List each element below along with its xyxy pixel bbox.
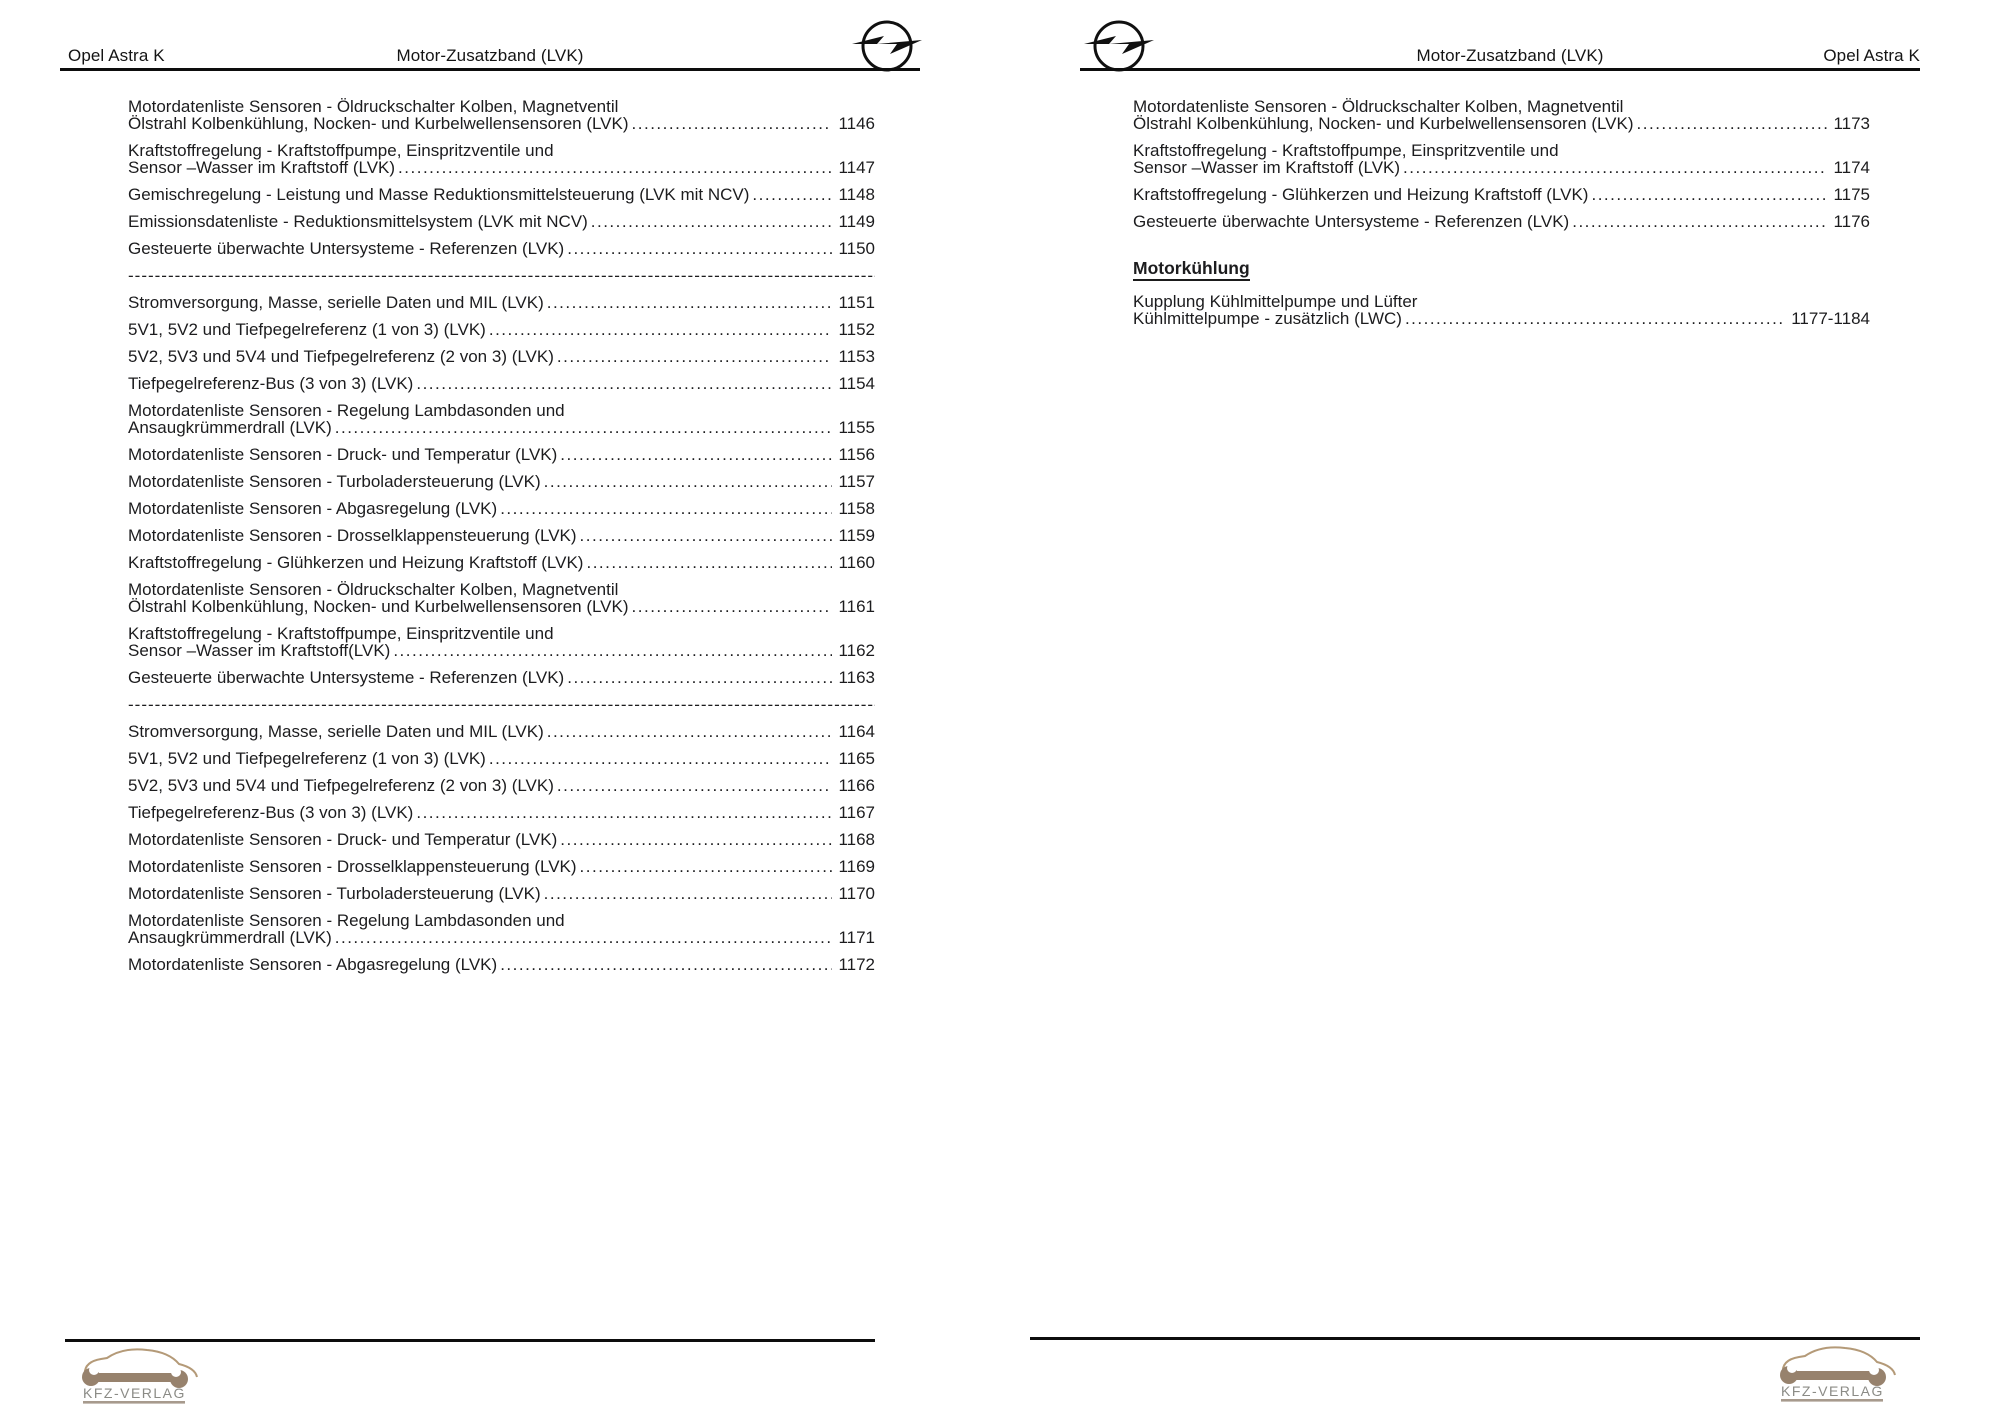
kfz-verlag-car-wrench-icon xyxy=(75,1344,213,1406)
toc-entry xyxy=(128,581,875,615)
toc-right xyxy=(1080,71,1940,327)
toc-entry xyxy=(128,956,875,973)
toc-entry-title: Motordatenliste Sensoren - Turboladersteuerung (LVK) xyxy=(128,884,541,903)
publisher-logo xyxy=(1773,1342,1911,1409)
toc-entry-title: Stromversorgung, Masse, serielle Daten und MIL (LVK) xyxy=(128,722,544,741)
section-heading-label: Motorkühlung xyxy=(1133,260,1250,281)
toc-page-number: 1172 xyxy=(838,955,875,974)
toc-entry-line: Kraftstoffregelung - Kraftstoffpumpe, Einspritzventile und xyxy=(128,141,554,160)
toc-entry-lastline xyxy=(128,348,875,365)
dot-leader xyxy=(500,956,832,973)
toc-entry-title: 5V1, 5V2 und Tiefpegelreferenz (1 von 3) (LVK) xyxy=(128,320,486,339)
toc-entry xyxy=(128,240,875,257)
toc-entry xyxy=(128,777,875,794)
toc-entry-title: Emissionsdatenliste - Reduktionsmittelsystem (LVK mit NCV) xyxy=(128,212,588,231)
toc-page-number: 1161 xyxy=(838,597,875,616)
dot-leader xyxy=(335,929,833,946)
page-left xyxy=(60,0,920,983)
toc-page-number: 1159 xyxy=(838,526,875,545)
toc-page-number: 1176 xyxy=(1833,212,1870,231)
dot-leader xyxy=(1572,213,1827,230)
dot-leader xyxy=(544,885,833,902)
toc-entry xyxy=(128,625,875,659)
dot-leader xyxy=(544,473,833,490)
toc-entry-title: Kraftstoffregelung - Glühkerzen und Heizung Kraftstoff (LVK) xyxy=(1133,185,1589,204)
toc-entry-line: Motordatenliste Sensoren - Regelung Lambdasonden und xyxy=(128,401,565,420)
toc-page-number: 1174 xyxy=(1833,158,1870,177)
toc-entry-title: Sensor –Wasser im Kraftstoff(LVK) xyxy=(128,641,391,660)
toc-entry-lastline xyxy=(128,777,875,794)
toc-entry xyxy=(128,213,875,230)
toc-entry-title: 5V2, 5V3 und 5V4 und Tiefpegelreferenz (2 von 3) (LVK) xyxy=(128,347,554,366)
toc-entry-title: Motordatenliste Sensoren - Abgasregelung (LVK) xyxy=(128,499,498,518)
toc-entry-title: Sensor –Wasser im Kraftstoff (LVK) xyxy=(1133,158,1401,177)
dot-leader xyxy=(489,321,833,338)
dot-leader xyxy=(632,115,833,132)
toc-page-number: 1148 xyxy=(838,185,875,204)
toc-entry-title: Motordatenliste Sensoren - Druck- und Temperatur (LVK) xyxy=(128,830,558,849)
toc-entry-title: Motordatenliste Sensoren - Drosselklappensteuerung (LVK) xyxy=(128,857,577,876)
dot-leader xyxy=(393,642,832,659)
toc-entry-line: Motordatenliste Sensoren - Öldruckschalter Kolben, Magnetventil xyxy=(128,97,619,116)
publisher-name: KFZ-VERLAG xyxy=(1781,1383,1884,1399)
section-heading xyxy=(1133,260,1870,281)
toc-entry xyxy=(128,885,875,902)
toc-entry-lastline xyxy=(1133,186,1870,203)
toc-entry-title: Gesteuerte überwachte Untersysteme - Referenzen (LVK) xyxy=(128,668,565,687)
toc-entry xyxy=(1133,186,1870,203)
toc-page-number: 1165 xyxy=(838,749,875,768)
kfz-verlag-car-wrench-icon xyxy=(1773,1342,1911,1404)
publisher-logo xyxy=(75,1344,213,1411)
header-model-label: Opel Astra K xyxy=(1823,46,1920,65)
dot-leader xyxy=(398,159,832,176)
toc-entry-lastline xyxy=(128,186,875,203)
dot-leader xyxy=(335,419,833,436)
toc-entry xyxy=(128,402,875,436)
page-left-header xyxy=(60,0,920,71)
toc-entry xyxy=(128,98,875,132)
toc-entry-line: Kupplung Kühlmittelpumpe und Lüfter xyxy=(1133,292,1418,311)
footer-rule xyxy=(65,1339,875,1342)
toc-entry-lastline xyxy=(128,554,875,571)
toc-entry-lastline xyxy=(1133,213,1870,230)
toc-entry xyxy=(128,804,875,821)
toc-entry-lastline xyxy=(128,885,875,902)
toc-page-number: 1156 xyxy=(838,445,875,464)
toc-entry-title: Kraftstoffregelung - Glühkerzen und Heizung Kraftstoff (LVK) xyxy=(128,553,584,572)
toc-entry xyxy=(128,186,875,203)
dot-leader xyxy=(416,375,832,392)
toc-entry xyxy=(128,554,875,571)
toc-page-number: 1155 xyxy=(838,418,875,437)
toc-entry-lastline xyxy=(128,446,875,463)
dot-leader xyxy=(567,240,832,257)
toc-entry-line: Motordatenliste Sensoren - Öldruckschalter Kolben, Magnetventil xyxy=(128,580,619,599)
toc-page-number: 1170 xyxy=(838,884,875,903)
toc-entry-title: Ansaugkrümmerdrall (LVK) xyxy=(128,418,332,437)
toc-page-number: 1150 xyxy=(838,239,875,258)
publisher-tagline xyxy=(83,1401,185,1404)
header-model-label: Opel Astra K xyxy=(68,46,165,65)
toc-entry-lastline xyxy=(128,159,875,176)
toc-entry xyxy=(128,446,875,463)
opel-logo-icon xyxy=(850,13,924,73)
toc-page-number: 1169 xyxy=(838,857,875,876)
toc-entry-lastline xyxy=(128,294,875,311)
toc-entry-title: Motordatenliste Sensoren - Turboladersteuerung (LVK) xyxy=(128,472,541,491)
dot-leader xyxy=(591,213,833,230)
dot-leader xyxy=(547,723,833,740)
dot-leader xyxy=(580,858,833,875)
toc-entry xyxy=(128,142,875,176)
toc-page-number: 1171 xyxy=(838,928,875,947)
toc-entry-title: Ölstrahl Kolbenkühlung, Nocken- und Kurbelwellensensoren (LVK) xyxy=(1133,114,1634,133)
toc-entry xyxy=(128,912,875,946)
toc-page-number: 1163 xyxy=(838,668,875,687)
toc-entry xyxy=(128,348,875,365)
toc-entry-lastline xyxy=(128,500,875,517)
page-right-header xyxy=(1080,0,1940,71)
toc-entry-title: Ölstrahl Kolbenkühlung, Nocken- und Kurbelwellensensoren (LVK) xyxy=(128,597,629,616)
toc-entry-title: Gesteuerte überwachte Untersysteme - Referenzen (LVK) xyxy=(1133,212,1570,231)
toc-page-number: 1164 xyxy=(838,722,875,741)
toc-entry-title: Motordatenliste Sensoren - Abgasregelung (LVK) xyxy=(128,955,498,974)
toc-page-number: 1168 xyxy=(838,830,875,849)
toc-entry xyxy=(128,375,875,392)
publisher-tagline xyxy=(1781,1399,1883,1402)
toc-entry-lastline xyxy=(1133,115,1870,132)
dot-leader xyxy=(586,554,832,571)
toc-page-number: 1147 xyxy=(838,158,875,177)
toc-entry-lastline xyxy=(128,858,875,875)
toc-entry xyxy=(128,831,875,848)
header-volume-label: Motor-Zusatzband (LVK) xyxy=(396,46,584,65)
dot-leader xyxy=(1405,310,1785,327)
dot-leader xyxy=(1403,159,1827,176)
toc-entry-title: Tiefpegelreferenz-Bus (3 von 3) (LVK) xyxy=(128,803,414,822)
toc-entry xyxy=(128,669,875,686)
header-rule xyxy=(60,68,920,71)
toc-entry-lastline xyxy=(128,473,875,490)
toc-entry-lastline xyxy=(1133,159,1870,176)
dot-leader xyxy=(560,831,832,848)
toc-entry-lastline xyxy=(128,419,875,436)
toc-entry-title: Motordatenliste Sensoren - Druck- und Temperatur (LVK) xyxy=(128,445,558,464)
toc-entry xyxy=(1133,293,1870,327)
dot-leader xyxy=(1591,186,1827,203)
footer-rule xyxy=(1030,1337,1920,1340)
toc-entry xyxy=(128,500,875,517)
toc-entry-line: Motordatenliste Sensoren - Regelung Lambdasonden und xyxy=(128,911,565,930)
toc-entry xyxy=(128,294,875,311)
toc-entry-lastline xyxy=(128,527,875,544)
header-rule xyxy=(1080,68,1920,71)
toc-entry-title: Stromversorgung, Masse, serielle Daten und MIL (LVK) xyxy=(128,293,544,312)
toc-entry-lastline xyxy=(128,642,875,659)
toc-entry-lastline xyxy=(128,240,875,257)
toc-separator xyxy=(128,696,875,713)
toc-entry xyxy=(1133,98,1870,132)
toc-entry-lastline xyxy=(128,213,875,230)
toc-entry-lastline xyxy=(128,669,875,686)
page-right xyxy=(1080,0,1940,337)
dot-leader xyxy=(500,500,832,517)
toc-entry-lastline xyxy=(128,750,875,767)
toc-page-number: 1158 xyxy=(838,499,875,518)
toc-entry-line: Kraftstoffregelung - Kraftstoffpumpe, Einspritzventile und xyxy=(1133,141,1559,160)
toc-entry-title: Motordatenliste Sensoren - Drosselklappensteuerung (LVK) xyxy=(128,526,577,545)
toc-page-number: 1157 xyxy=(838,472,875,491)
toc-entry xyxy=(128,527,875,544)
toc-page-number: 1160 xyxy=(838,553,875,572)
toc-page-number: 1151 xyxy=(838,293,875,312)
dot-leader xyxy=(1637,115,1828,132)
toc-entry-lastline xyxy=(1133,310,1870,327)
toc-page-number: 1154 xyxy=(838,374,875,393)
toc-entry xyxy=(128,473,875,490)
toc-entry xyxy=(128,858,875,875)
toc-entry-title: Gesteuerte überwachte Untersysteme - Referenzen (LVK) xyxy=(128,239,565,258)
toc-entry-lastline xyxy=(128,598,875,615)
toc-entry-title: Ansaugkrümmerdrall (LVK) xyxy=(128,928,332,947)
toc-entry-title: Ölstrahl Kolbenkühlung, Nocken- und Kurbelwellensensoren (LVK) xyxy=(128,114,629,133)
toc-entry xyxy=(128,750,875,767)
toc-entry-title: Sensor –Wasser im Kraftstoff (LVK) xyxy=(128,158,396,177)
toc-page-number: 1166 xyxy=(838,776,875,795)
toc-page-number: 1167 xyxy=(838,803,875,822)
toc-entry-lastline xyxy=(128,115,875,132)
toc-entry xyxy=(128,723,875,740)
dot-leader xyxy=(752,186,832,203)
dot-leader xyxy=(560,446,832,463)
toc-page-number: 1149 xyxy=(838,212,875,231)
dot-leader xyxy=(547,294,833,311)
dot-leader xyxy=(567,669,832,686)
toc-page-number: 1173 xyxy=(1833,114,1870,133)
toc-page-number: 1153 xyxy=(838,347,875,366)
toc-entry-lastline xyxy=(128,929,875,946)
toc-entry-lastline xyxy=(128,956,875,973)
toc-separator xyxy=(128,267,875,284)
toc-page-number: 1152 xyxy=(838,320,875,339)
dot-leader xyxy=(580,527,833,544)
toc-page-number: 1146 xyxy=(838,114,875,133)
toc-entry-lastline xyxy=(128,321,875,338)
toc-page-number: 1162 xyxy=(838,641,875,660)
toc-entry-title: Gemischregelung - Leistung und Masse Reduktionsmittelsteuerung (LVK mit NCV) xyxy=(128,185,750,204)
toc-entry-lastline xyxy=(128,804,875,821)
toc-entry xyxy=(128,321,875,338)
header-volume-label: Motor-Zusatzband (LVK) xyxy=(1416,46,1604,65)
dot-leader xyxy=(416,804,832,821)
toc-entry-lastline xyxy=(128,831,875,848)
toc-entry-title: 5V2, 5V3 und 5V4 und Tiefpegelreferenz (2 von 3) (LVK) xyxy=(128,776,554,795)
toc-page-number: 1175 xyxy=(1833,185,1870,204)
dot-leader xyxy=(632,598,833,615)
toc-left xyxy=(60,71,920,973)
toc-entry-title: Kühlmittelpumpe - zusätzlich (LWC) xyxy=(1133,309,1402,328)
dot-leader xyxy=(489,750,833,767)
dot-leader xyxy=(557,777,833,794)
toc-page-number: 1177-1184 xyxy=(1791,309,1870,328)
toc-entry xyxy=(1133,213,1870,230)
toc-entry-line: Kraftstoffregelung - Kraftstoffpumpe, Einspritzventile und xyxy=(128,624,554,643)
toc-entry-title: Tiefpegelreferenz-Bus (3 von 3) (LVK) xyxy=(128,374,414,393)
toc-entry-title: 5V1, 5V2 und Tiefpegelreferenz (1 von 3) (LVK) xyxy=(128,749,486,768)
toc-entry-lastline xyxy=(128,723,875,740)
toc-entry-lastline xyxy=(128,375,875,392)
toc-entry-line: Motordatenliste Sensoren - Öldruckschalter Kolben, Magnetventil xyxy=(1133,97,1624,116)
publisher-name: KFZ-VERLAG xyxy=(83,1385,186,1401)
dot-leader xyxy=(557,348,833,365)
toc-entry xyxy=(1133,142,1870,176)
